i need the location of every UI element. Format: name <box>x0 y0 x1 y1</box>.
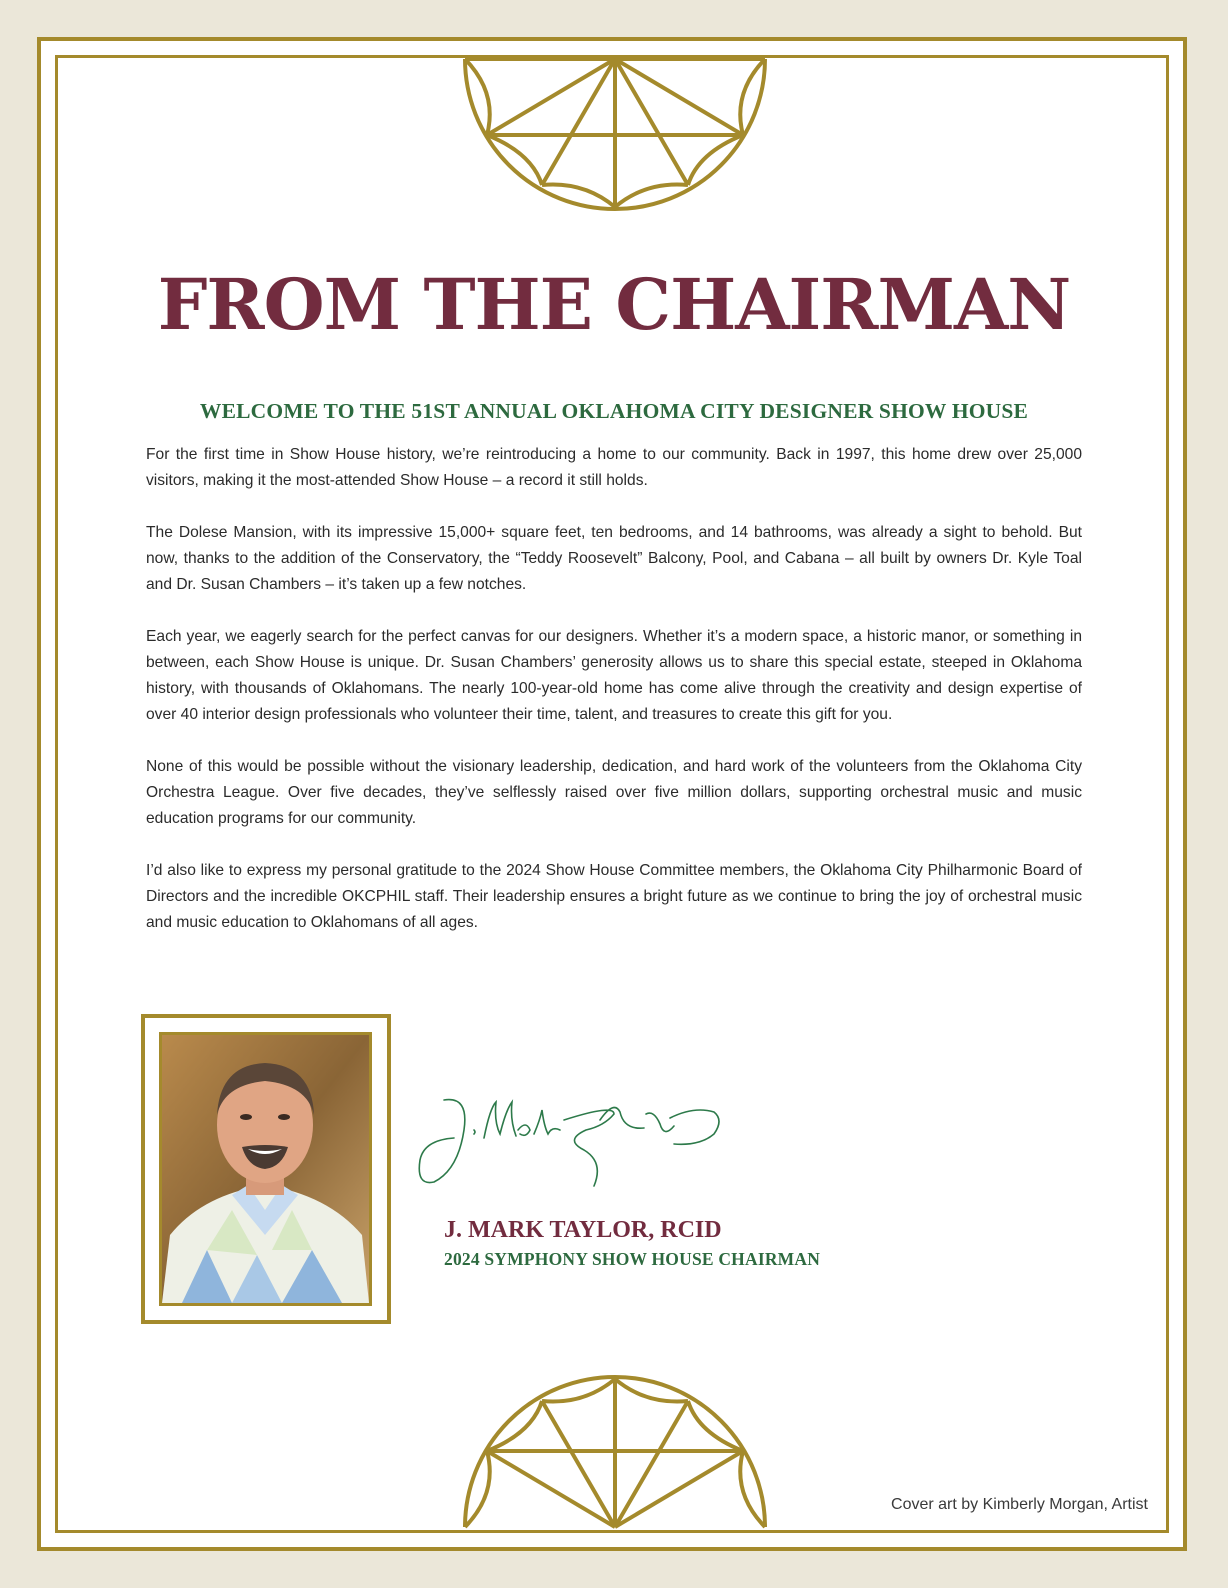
chairman-name: J. MARK TAYLOR, RCID <box>444 1217 722 1243</box>
page-title: FROM THE CHAIRMAN <box>157 263 1071 346</box>
handwritten-signature <box>414 1090 734 1200</box>
cover-art-credit: Cover art by Kimberly Morgan, Artist <box>891 1496 1148 1513</box>
paragraph-1: For the first time in Show House history, we’re reintroducing a home to our community. Back in 1997, this home drew over 25,000 visitors, making it the most-attended Show House – a record it still holds. <box>146 446 1082 489</box>
paragraph-4: None of this would be possible without the visionary leadership, dedication, and hard work of the volunteers from the Oklahoma City Orchestra League. Over five decades, they’ve selflessly raised over five million dollars, supporting orchestral music and music education programs for our community. <box>146 758 1082 827</box>
page-subtitle: WELCOME TO THE 51ST ANNUAL OKLAHOMA CITY DESIGNER SHOW HOUSE <box>199 399 1029 423</box>
fan-ornament-top-icon <box>462 57 768 213</box>
letter-body <box>146 442 1082 962</box>
portrait-photo <box>159 1032 372 1306</box>
chairman-role: 2024 SYMPHONY SHOW HOUSE CHAIRMAN <box>444 1249 821 1269</box>
paragraph-5: I’d also like to express my personal gratitude to the 2024 Show House Committee members, the Oklahoma City Philharmonic Board of Directors and the incredible OKCPHIL staff. Their leadership ensures a bright future as we continue to bring the joy of orchestral music and music education to Oklahomans of all ages. <box>146 862 1082 931</box>
fan-ornament-bottom-icon <box>462 1373 768 1529</box>
paragraph-2: The Dolese Mansion, with its impressive 15,000+ square feet, ten bedrooms, and 14 bathrooms, was already a sight to behold. But now, thanks to the addition of the Conservatory, the “Teddy Roosevelt” Balcony, Pool, and Cabana – all built by owners Dr. Kyle Toal and Dr. Susan Chambers – it’s taken up a few notches. <box>146 524 1082 593</box>
paragraph-3: Each year, we eagerly search for the perfect canvas for our designers. Whether it’s a modern space, a historic manor, or something in between, each Show House is unique. Dr. Susan Chambers’ generosity allows us to share this special estate, steeped in Oklahoma history, with thousands of Oklahomans. The nearly 100-year-old home has come alive through the creativity and design expertise of over 40 interior design professionals who volunteer their time, talent, and treasures to create this gift for you. <box>146 628 1082 723</box>
